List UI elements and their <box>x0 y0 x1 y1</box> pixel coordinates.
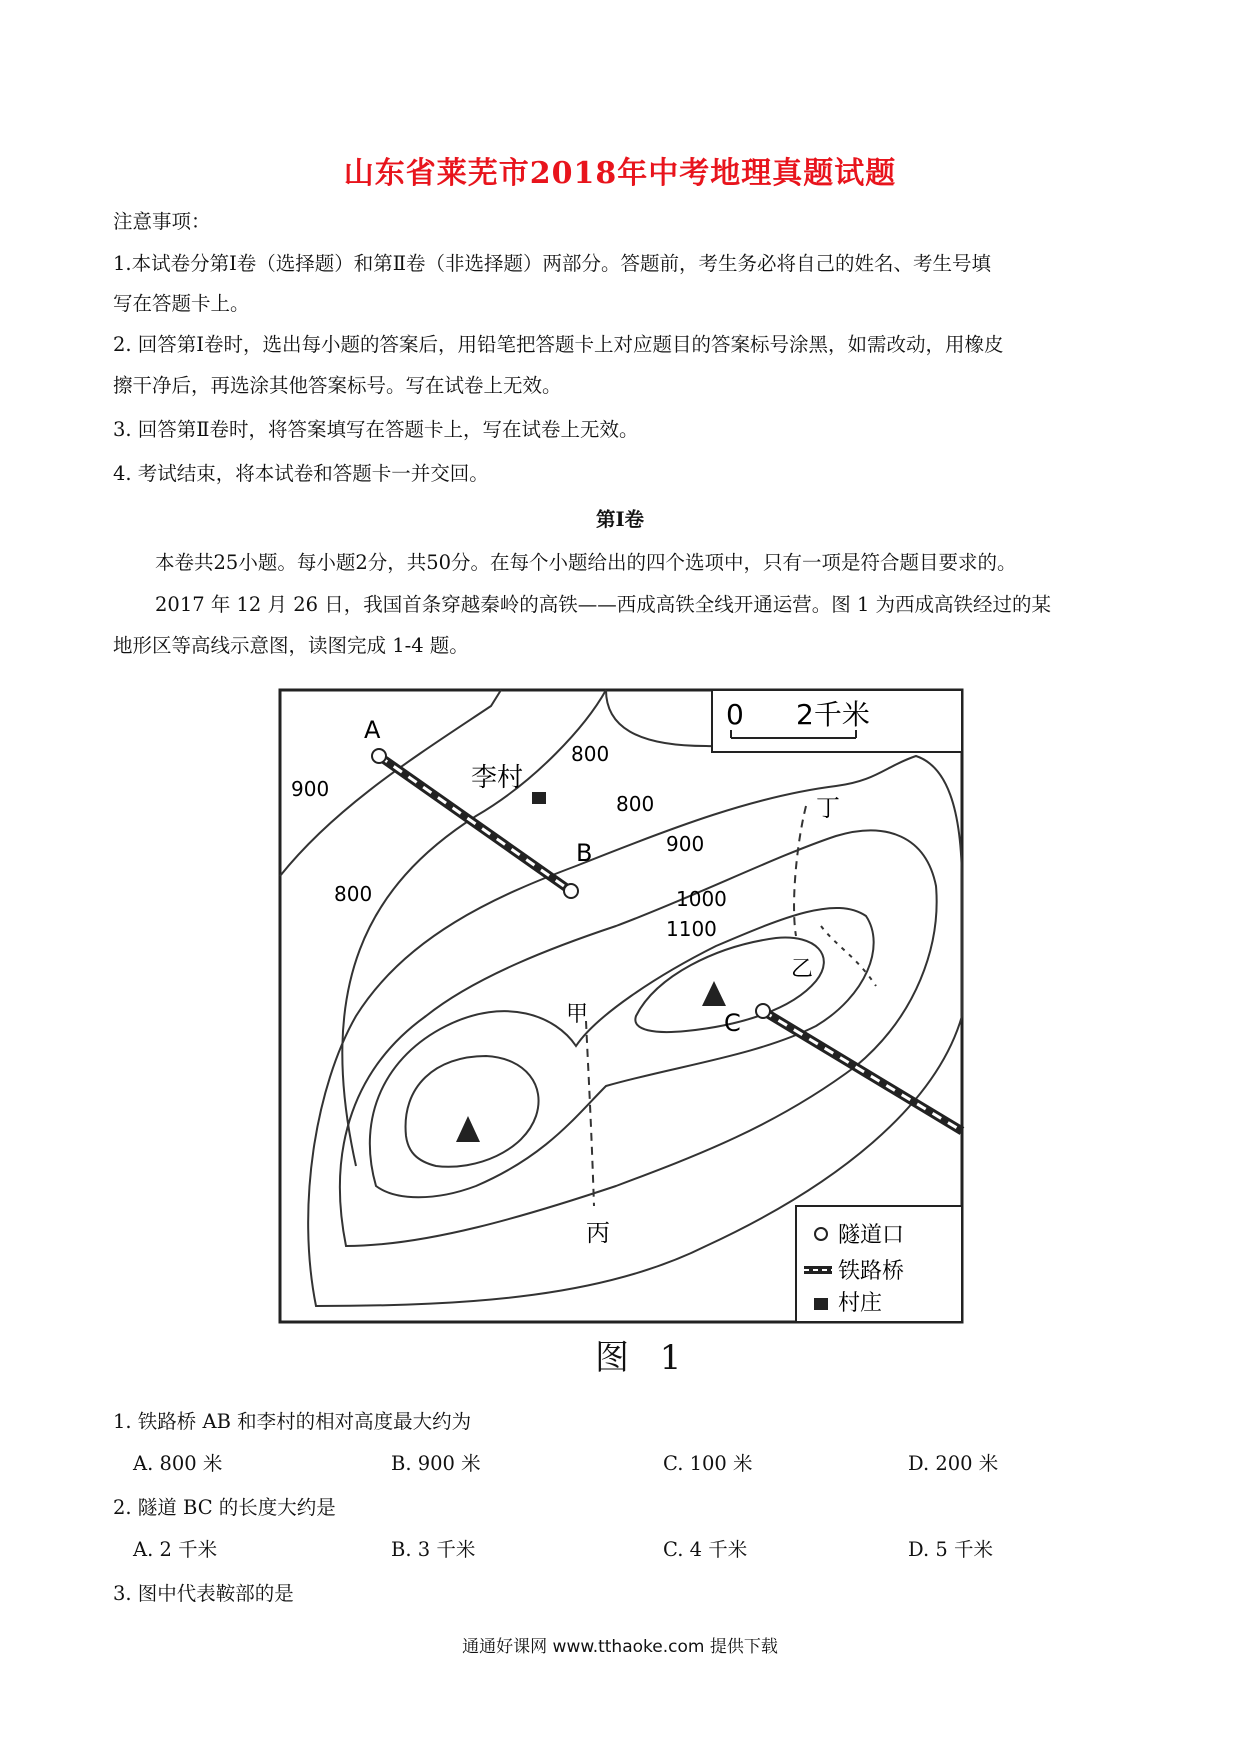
contour-label: 900 <box>291 777 330 801</box>
passage-line: 2017 年 12 月 26 日，我国首条穿越秦岭的高铁——西成高铁全线开通运营。图 1 为西成高铁经过的某 <box>155 593 1052 616</box>
option-b: B. 3 千米 <box>391 1538 476 1561</box>
notice-line: 4. 考试结束，将本试卷和答题卡一并交回。 <box>113 462 489 485</box>
option-c: C. 4 千米 <box>663 1538 748 1561</box>
option-c: C. 100 米 <box>663 1452 753 1475</box>
legend-village: 村庄 <box>838 1291 883 1316</box>
tunnel-entrance-b <box>564 884 578 898</box>
notice-heading: 注意事项： <box>113 210 211 233</box>
tunnel-entrance-c <box>756 1004 770 1018</box>
notice-line: 2. 回答第Ⅰ卷时，选出每小题的答案后，用铅笔把答题卡上对应题目的答案标号涂黑，如需改动，用橡皮 <box>113 333 1004 356</box>
notice-line: 1.本试卷分第Ⅰ卷（选择题）和第Ⅱ卷（非选择题）两部分。答题前，考生务必将自己的姓名、考生号填 <box>113 252 992 275</box>
tunnel-entrance-a <box>372 749 386 763</box>
contour-map <box>276 686 966 1326</box>
legend-village-icon <box>814 1298 828 1310</box>
point-yi: 乙 <box>791 957 814 982</box>
contour-label: 800 <box>616 792 655 816</box>
village-symbol <box>532 792 546 804</box>
question-stem: 2. 隧道 BC 的长度大约是 <box>113 1496 336 1519</box>
notice-line: 3. 回答第Ⅱ卷时，将答案填写在答题卡上，写在试卷上无效。 <box>113 418 639 441</box>
point-ding: 丁 <box>816 794 840 822</box>
contour-label: 1100 <box>666 917 717 941</box>
option-d: D. 200 米 <box>908 1452 999 1475</box>
scale-zero: 0 <box>726 698 744 731</box>
point-c: C <box>724 1009 741 1037</box>
passage-line: 地形区等高线示意图，读图完成 1-4 题。 <box>113 634 469 657</box>
section-heading: 第Ⅰ卷 <box>595 508 645 531</box>
option-a: A. 2 千米 <box>133 1538 218 1561</box>
village-label: 李村 <box>471 763 524 793</box>
point-jia: 甲 <box>566 1002 589 1027</box>
notice-line: 擦干净后，再选涂其他答案标号。写在试卷上无效。 <box>113 374 562 397</box>
contour-label: 1000 <box>676 887 727 911</box>
option-a: A. 800 米 <box>133 1452 223 1475</box>
point-a: A <box>364 716 381 744</box>
question-options <box>133 1444 1133 1484</box>
scale-label: 2千米 <box>796 698 870 731</box>
page-footer: 通通好课网 www.tthaoke.com 提供下载 <box>462 1637 778 1657</box>
question-stem: 1. 铁路桥 AB 和李村的相对高度最大约为 <box>113 1410 472 1433</box>
legend-tunnel: 隧道口 <box>838 1223 905 1248</box>
option-d: D. 5 千米 <box>908 1538 993 1561</box>
contour-label: 800 <box>334 882 373 906</box>
question-stem: 3. 图中代表鞍部的是 <box>113 1582 294 1605</box>
page-title: 山东省莱芜市2018年中考地理真题试题 <box>343 156 897 191</box>
figure-caption: 图 1 <box>595 1338 692 1378</box>
question-options <box>133 1530 1133 1570</box>
section-intro: 本卷共25小题。每小题2分，共50分。在每个小题给出的四个选项中，只有一项是符合题目要求的。 <box>155 551 1017 574</box>
contour-label: 800 <box>571 742 610 766</box>
legend-tunnel-icon <box>815 1228 827 1240</box>
notice-line: 写在答题卡上。 <box>113 292 250 315</box>
option-b: B. 900 米 <box>391 1452 481 1475</box>
point-bing: 丙 <box>586 1219 610 1247</box>
contour-map-figure <box>276 686 966 1326</box>
point-b: B <box>576 839 593 867</box>
contour-label: 900 <box>666 832 705 856</box>
legend-bridge: 铁路桥 <box>838 1259 905 1284</box>
